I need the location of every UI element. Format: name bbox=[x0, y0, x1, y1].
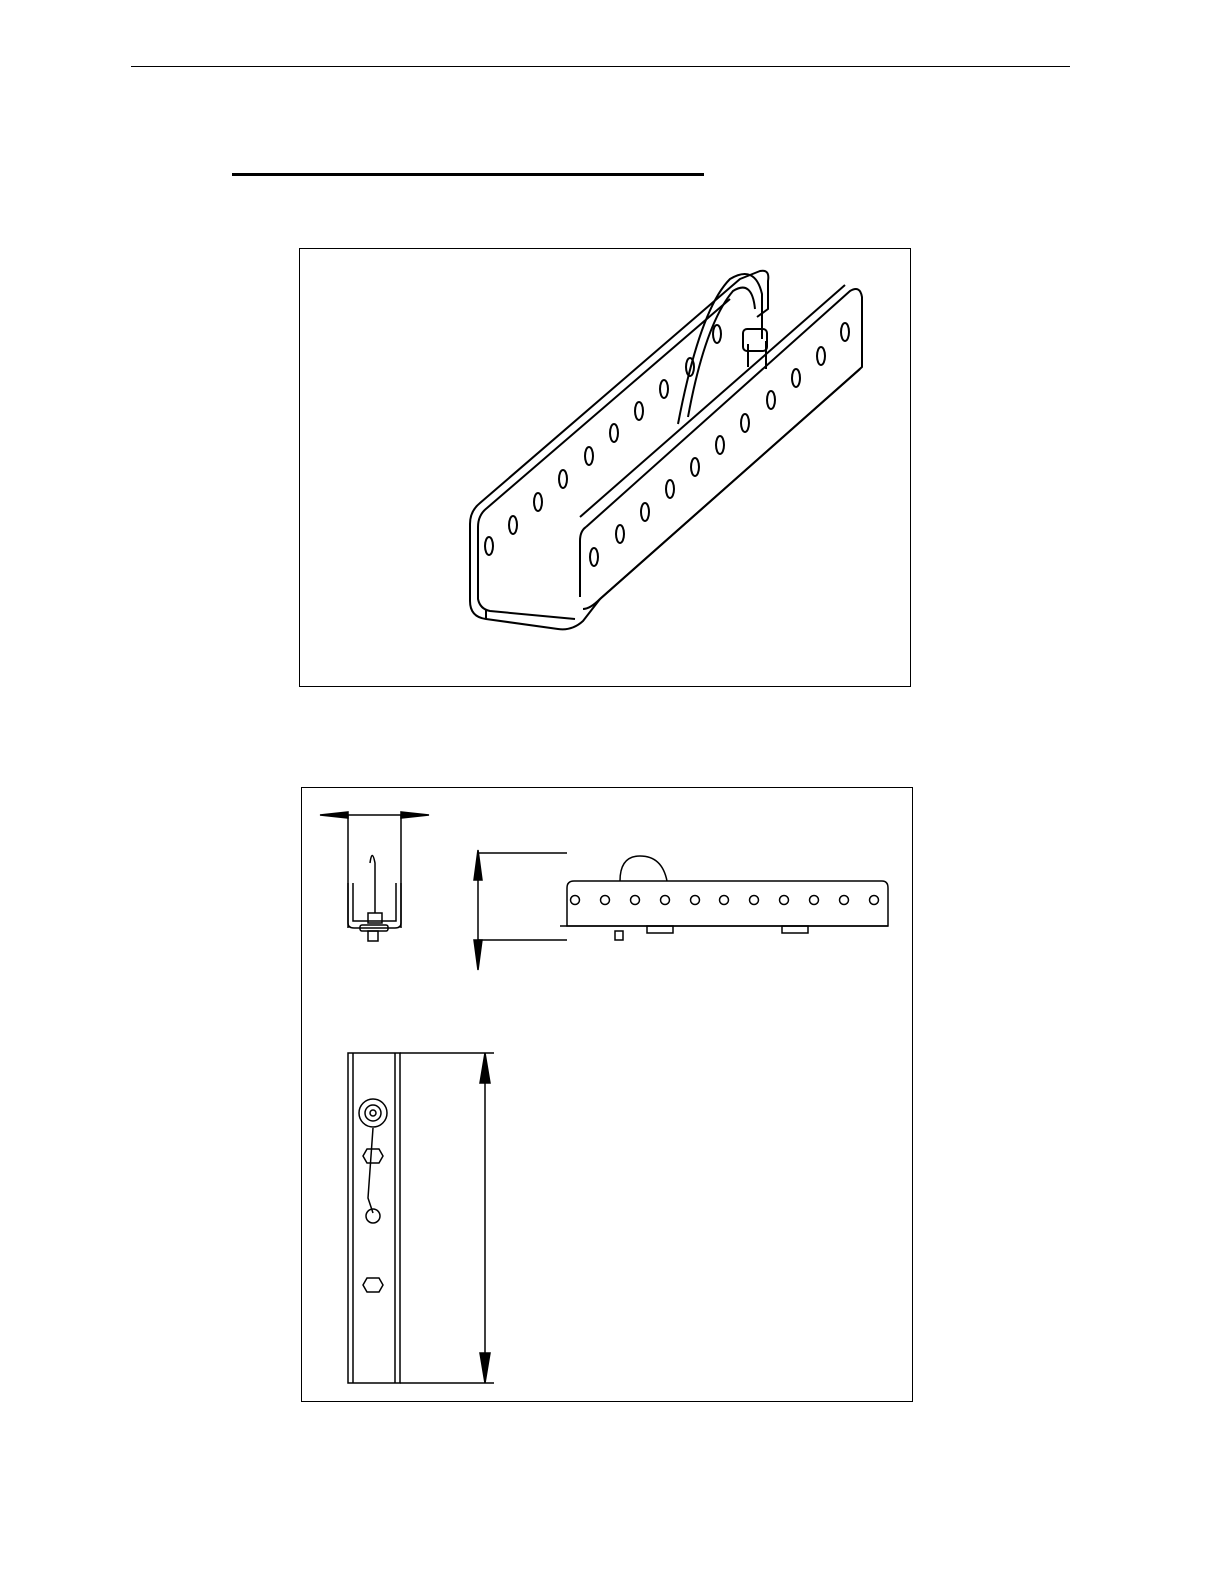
u-channel-bracket-drawing bbox=[300, 249, 909, 685]
orthographic-views-figure bbox=[301, 787, 913, 1402]
header-rule bbox=[131, 66, 1070, 67]
section-heading-underline bbox=[232, 173, 704, 176]
isometric-view-figure bbox=[299, 248, 911, 687]
orthographic-drawing bbox=[302, 788, 911, 1400]
